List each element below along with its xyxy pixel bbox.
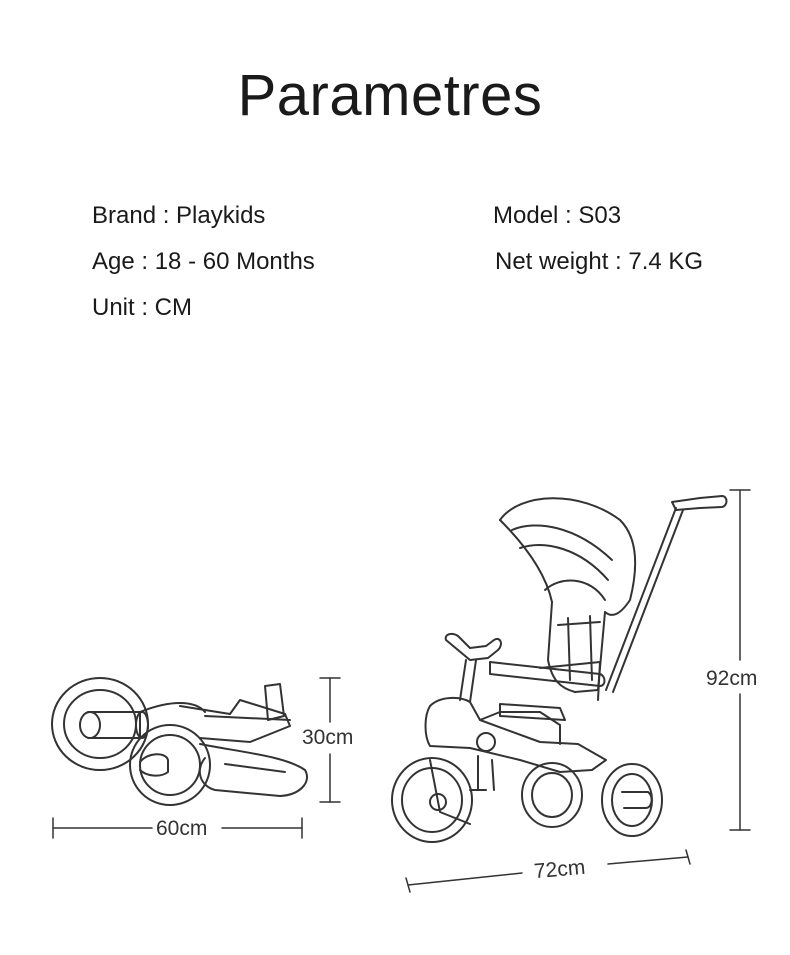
spec-age: Age : 18 - 60 Months: [92, 248, 315, 275]
folded-height-label: 30cm: [302, 726, 354, 749]
height-label: 92cm: [706, 667, 758, 690]
height-dimension: [730, 490, 750, 830]
spec-unit: Unit : CM: [92, 294, 193, 321]
page-title: Parametres: [237, 63, 543, 128]
spec-brand: Brand : Playkids: [92, 202, 266, 229]
tricycle-drawing: [392, 496, 727, 842]
spec-model: Model : S03: [493, 202, 622, 229]
length-label: 72cm: [533, 855, 587, 884]
folded-tricycle-drawing: [52, 678, 307, 805]
folded-length-label: 60cm: [156, 817, 208, 840]
spec-net-weight: Net weight : 7.4 KG: [495, 248, 704, 275]
